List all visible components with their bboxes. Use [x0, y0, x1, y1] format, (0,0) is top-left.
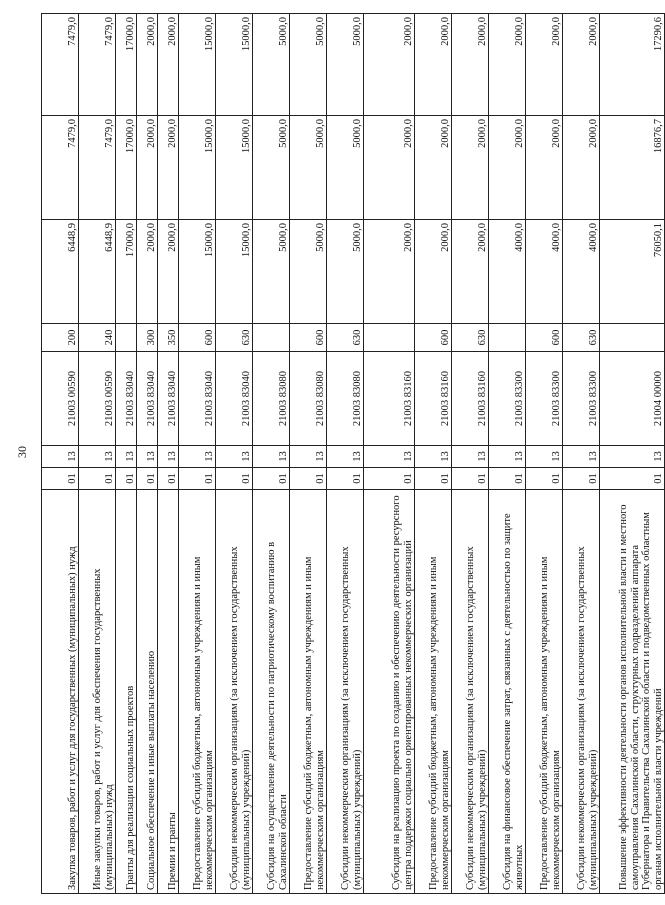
table-cell-amount-3: 17290,6 — [600, 14, 665, 116]
table-cell-amount-1: 6448,9 — [42, 220, 79, 324]
table-cell-amount-3: 2000,0 — [137, 14, 158, 116]
table-cell-expense-type — [489, 324, 526, 352]
table-cell-subsection: 13 — [489, 446, 526, 468]
table-cell-subsection: 13 — [327, 446, 364, 468]
table-cell-expense-type — [116, 324, 137, 352]
table-cell-target-code: 21003 00590 — [42, 352, 79, 446]
table-cell-section: 01 — [415, 468, 452, 490]
table-cell-amount-1: 4000,0 — [489, 220, 526, 324]
table-cell-section: 01 — [489, 468, 526, 490]
table-cell-name: Субсидия на финансовое обеспечение затрат, связанных с деятельностью по защите животных — [489, 490, 526, 894]
table-cell-amount-2: 2000,0 — [489, 116, 526, 220]
table-cell-amount-2: 2000,0 — [158, 116, 179, 220]
table-cell-subsection: 13 — [364, 446, 415, 468]
table-cell-expense-type: 200 — [42, 324, 79, 352]
table-cell-amount-1: 15000,0 — [216, 220, 253, 324]
table-cell-amount-3: 2000,0 — [489, 14, 526, 116]
table-cell-amount-3: 2000,0 — [563, 14, 600, 116]
table-row — [216, 14, 253, 894]
table-cell-amount-1: 5000,0 — [327, 220, 364, 324]
table-cell-amount-1: 2000,0 — [364, 220, 415, 324]
table-cell-expense-type — [253, 324, 290, 352]
table-cell-name: Субсидии некоммерческим организациям (за исключением государственных (муниципальных) учреждений) — [563, 490, 600, 894]
table-cell-amount-2: 5000,0 — [290, 116, 327, 220]
table-cell-expense-type: 600 — [415, 324, 452, 352]
table-cell-amount-3: 2000,0 — [526, 14, 563, 116]
table-cell-amount-3: 5000,0 — [290, 14, 327, 116]
table-cell-section: 01 — [563, 468, 600, 490]
table-cell-expense-type: 300 — [137, 324, 158, 352]
table-cell-subsection: 13 — [600, 446, 665, 468]
table-row — [137, 14, 158, 894]
table-cell-amount-1: 4000,0 — [526, 220, 563, 324]
table-cell-target-code: 21003 83300 — [526, 352, 563, 446]
table-cell-section: 01 — [42, 468, 79, 490]
table-cell-target-code: 21003 83300 — [489, 352, 526, 446]
table-row — [452, 14, 489, 894]
table-cell-subsection: 13 — [116, 446, 137, 468]
table-cell-target-code: 21003 83080 — [253, 352, 290, 446]
table-cell-section: 01 — [116, 468, 137, 490]
table-cell-section: 01 — [327, 468, 364, 490]
table-cell-subsection: 13 — [158, 446, 179, 468]
table-cell-target-code: 21003 83040 — [216, 352, 253, 446]
table-cell-subsection: 13 — [253, 446, 290, 468]
table-cell-expense-type: 600 — [526, 324, 563, 352]
table-cell-amount-1: 2000,0 — [415, 220, 452, 324]
page-number: 30 — [15, 446, 29, 458]
table-cell-amount-2: 2000,0 — [364, 116, 415, 220]
table-cell-subsection: 13 — [179, 446, 216, 468]
table-cell-section: 01 — [179, 468, 216, 490]
table-wrapper — [41, 14, 664, 894]
table-cell-section: 01 — [364, 468, 415, 490]
table-cell-name: Предоставление субсидий бюджетным, автономным учреждениям и иным некоммерческим организациям — [290, 490, 327, 894]
table-cell-amount-1: 5000,0 — [253, 220, 290, 324]
table-cell-amount-2: 16876,7 — [600, 116, 665, 220]
table-cell-target-code: 21004 00000 — [600, 352, 665, 446]
table-cell-amount-2: 2000,0 — [526, 116, 563, 220]
table-cell-name: Иные закупки товаров, работ и услуг для обеспечения государственных (муниципальных) нужд — [79, 490, 116, 894]
table-cell-section: 01 — [253, 468, 290, 490]
table-cell-amount-1: 17000,0 — [116, 220, 137, 324]
table-cell-amount-2: 2000,0 — [563, 116, 600, 220]
table-cell-target-code: 21003 83080 — [327, 352, 364, 446]
table-cell-subsection: 13 — [563, 446, 600, 468]
table-cell-subsection: 13 — [79, 446, 116, 468]
table-cell-name: Закупка товаров, работ и услуг для государственных (муниципальных) нужд — [42, 490, 79, 894]
table-cell-amount-2: 17000,0 — [116, 116, 137, 220]
table-cell-section: 01 — [290, 468, 327, 490]
table-cell-expense-type: 600 — [290, 324, 327, 352]
table-cell-name: Предоставление субсидий бюджетным, автономным учреждениям и иным некоммерческим организациям — [179, 490, 216, 894]
table-cell-amount-2: 2000,0 — [415, 116, 452, 220]
table-cell-target-code: 21003 83160 — [364, 352, 415, 446]
table-cell-name: Субсидии некоммерческим организациям (за исключением государственных (муниципальных) учреждений) — [327, 490, 364, 894]
table-cell-amount-3: 7479,0 — [79, 14, 116, 116]
table-cell-expense-type: 240 — [79, 324, 116, 352]
table-cell-amount-2: 5000,0 — [327, 116, 364, 220]
table-cell-amount-2: 5000,0 — [253, 116, 290, 220]
table-cell-amount-3: 15000,0 — [179, 14, 216, 116]
table-cell-subsection: 13 — [216, 446, 253, 468]
table-cell-amount-3: 5000,0 — [253, 14, 290, 116]
table-cell-subsection: 13 — [415, 446, 452, 468]
table-cell-name: Субсидии некоммерческим организациям (за исключением государственных (муниципальных) учреждений) — [216, 490, 253, 894]
table-cell-amount-1: 2000,0 — [158, 220, 179, 324]
table-cell-expense-type — [364, 324, 415, 352]
table-cell-subsection: 13 — [290, 446, 327, 468]
table-cell-amount-2: 15000,0 — [216, 116, 253, 220]
table-cell-expense-type: 630 — [563, 324, 600, 352]
table-cell-amount-1: 4000,0 — [563, 220, 600, 324]
table-row — [79, 14, 116, 894]
table-cell-section: 01 — [137, 468, 158, 490]
table-cell-section: 01 — [526, 468, 563, 490]
table-row — [600, 14, 665, 894]
table-cell-amount-3: 2000,0 — [158, 14, 179, 116]
table-cell-section: 01 — [600, 468, 665, 490]
table-cell-amount-3: 7479,0 — [42, 14, 79, 116]
table-cell-amount-1: 2000,0 — [137, 220, 158, 324]
table-cell-name: Субсидии некоммерческим организациям (за исключением государственных (муниципальных) учреждений) — [452, 490, 489, 894]
table-cell-amount-1: 76050,1 — [600, 220, 665, 324]
table-cell-amount-1: 2000,0 — [452, 220, 489, 324]
table-cell-expense-type: 350 — [158, 324, 179, 352]
table-cell-amount-1: 6448,9 — [79, 220, 116, 324]
table-row — [364, 14, 415, 894]
table-cell-expense-type: 630 — [327, 324, 364, 352]
table-cell-amount-2: 7479,0 — [42, 116, 79, 220]
table-row — [327, 14, 364, 894]
rotated-table-frame — [41, 14, 664, 894]
table-cell-amount-3: 2000,0 — [364, 14, 415, 116]
table-cell-name: Предоставление субсидий бюджетным, автономным учреждениям и иным некоммерческим организациям — [526, 490, 563, 894]
table-cell-amount-2: 2000,0 — [137, 116, 158, 220]
table-cell-subsection: 13 — [137, 446, 158, 468]
table-cell-amount-1: 15000,0 — [179, 220, 216, 324]
table-row — [563, 14, 600, 894]
table-cell-name: Социальное обеспечение и иные выплаты населению — [137, 490, 158, 894]
table-cell-amount-3: 2000,0 — [452, 14, 489, 116]
table-cell-subsection: 13 — [526, 446, 563, 468]
table-cell-target-code: 21003 83040 — [179, 352, 216, 446]
table-cell-target-code: 21003 83160 — [452, 352, 489, 446]
table-cell-section: 01 — [452, 468, 489, 490]
budget-table — [41, 13, 665, 894]
table-row — [116, 14, 137, 894]
table-cell-amount-3: 17000,0 — [116, 14, 137, 116]
table-cell-amount-2: 7479,0 — [79, 116, 116, 220]
table-cell-amount-2: 15000,0 — [179, 116, 216, 220]
table-row — [415, 14, 452, 894]
table-row — [290, 14, 327, 894]
table-row — [42, 14, 79, 894]
table-cell-amount-3: 15000,0 — [216, 14, 253, 116]
table-cell-target-code: 21003 83300 — [563, 352, 600, 446]
table-row — [253, 14, 290, 894]
table-cell-name: Субсидия на осуществление деятельности по патриотическому воспитанию в Сахалинской области — [253, 490, 290, 894]
table-row — [526, 14, 563, 894]
table-row — [489, 14, 526, 894]
table-cell-amount-1: 5000,0 — [290, 220, 327, 324]
table-cell-target-code: 21003 83040 — [116, 352, 137, 446]
table-cell-amount-3: 5000,0 — [327, 14, 364, 116]
table-cell-amount-2: 2000,0 — [452, 116, 489, 220]
table-cell-target-code: 21003 83040 — [158, 352, 179, 446]
table-cell-expense-type: 630 — [452, 324, 489, 352]
table-cell-name: Премии и гранты — [158, 490, 179, 894]
table-cell-name: Предоставление субсидий бюджетным, автономным учреждениям и иным некоммерческим организациям — [415, 490, 452, 894]
budget-table-body — [42, 14, 665, 894]
table-row — [158, 14, 179, 894]
table-cell-name: Субсидия на реализацию проекта по созданию и обеспечению деятельности ресурсного центра поддержки социально ориентированных некоммерческих организаций — [364, 490, 415, 894]
table-cell-expense-type — [600, 324, 665, 352]
table-cell-target-code: 21003 00590 — [79, 352, 116, 446]
table-cell-section: 01 — [216, 468, 253, 490]
table-cell-subsection: 13 — [452, 446, 489, 468]
table-cell-section: 01 — [79, 468, 116, 490]
table-cell-target-code: 21003 83160 — [415, 352, 452, 446]
table-row — [179, 14, 216, 894]
table-cell-target-code: 21003 83040 — [137, 352, 158, 446]
table-cell-amount-3: 2000,0 — [415, 14, 452, 116]
table-cell-name: Повышение эффективности деятельности органов исполнительной власти и местного самоуправления Сахалинской области, структурных подразделений аппарата Губернатора и Правительства Сахалинской области и подведомственных областным органам исполнительной власти учреждений — [600, 490, 665, 894]
table-cell-expense-type: 600 — [179, 324, 216, 352]
table-cell-target-code: 21003 83080 — [290, 352, 327, 446]
table-cell-section: 01 — [158, 468, 179, 490]
table-cell-name: Гранты для реализации социальных проектов — [116, 490, 137, 894]
table-cell-subsection: 13 — [42, 446, 79, 468]
table-cell-expense-type: 630 — [216, 324, 253, 352]
